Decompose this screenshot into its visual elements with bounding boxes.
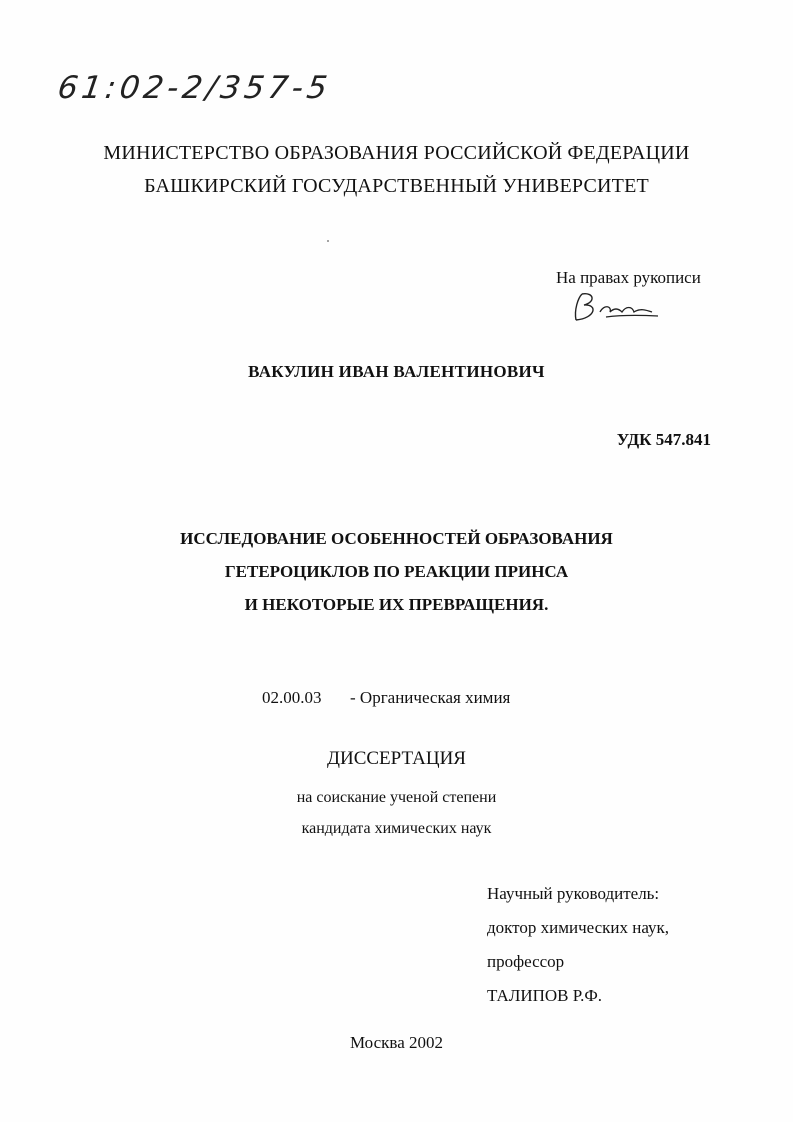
degree-line: кандидата химических наук xyxy=(301,820,492,837)
document-type: ДИССЕРТАЦИЯ xyxy=(327,748,466,769)
supervisor-degree: доктор химических наук, xyxy=(487,918,670,937)
specialty-code: 02.00.03 xyxy=(262,688,322,707)
specialty-name: - Органическая химия xyxy=(350,688,511,707)
degree-sought xyxy=(0,782,793,844)
supervisor-block xyxy=(487,877,669,1013)
title-line: И НЕКОТОРЫЕ ИХ ПРЕВРАЩЕНИЯ. xyxy=(244,595,549,614)
title-line: ИССЛЕДОВАНИЕ ОСОБЕННОСТЕЙ ОБРАЗОВАНИЯ xyxy=(180,529,613,548)
university-line: БАШКИРСКИЙ ГОСУДАРСТВЕННЫЙ УНИВЕРСИТЕТ xyxy=(144,175,649,197)
supervisor-name: ТАЛИПОВ Р.Ф. xyxy=(487,986,603,1005)
scan-speck xyxy=(327,240,329,242)
archive-stamp: 61:02-2/357-5 xyxy=(55,70,334,106)
ministry-line: МИНИСТЕРСТВО ОБРАЗОВАНИЯ РОССИЙСКОЙ ФЕДЕРАЦИИ xyxy=(103,142,690,164)
supervisor-label: Научный руководитель: xyxy=(487,884,660,903)
specialty xyxy=(262,688,510,708)
manuscript-rights-note: На правах рукописи xyxy=(556,268,701,287)
degree-line: на соискание ученой степени xyxy=(296,789,497,806)
handwritten-signature xyxy=(566,290,666,326)
supervisor-rank: профессор xyxy=(487,952,565,971)
udk-code: УДК 547.841 xyxy=(616,430,711,449)
author-name: ВАКУЛИН ИВАН ВАЛЕНТИНОВИЧ xyxy=(248,362,545,381)
dissertation-title xyxy=(0,522,793,621)
ministry-header xyxy=(0,137,793,203)
city-year: Москва 2002 xyxy=(349,1033,444,1052)
title-line: ГЕТЕРОЦИКЛОВ ПО РЕАКЦИИ ПРИНСА xyxy=(224,562,569,581)
